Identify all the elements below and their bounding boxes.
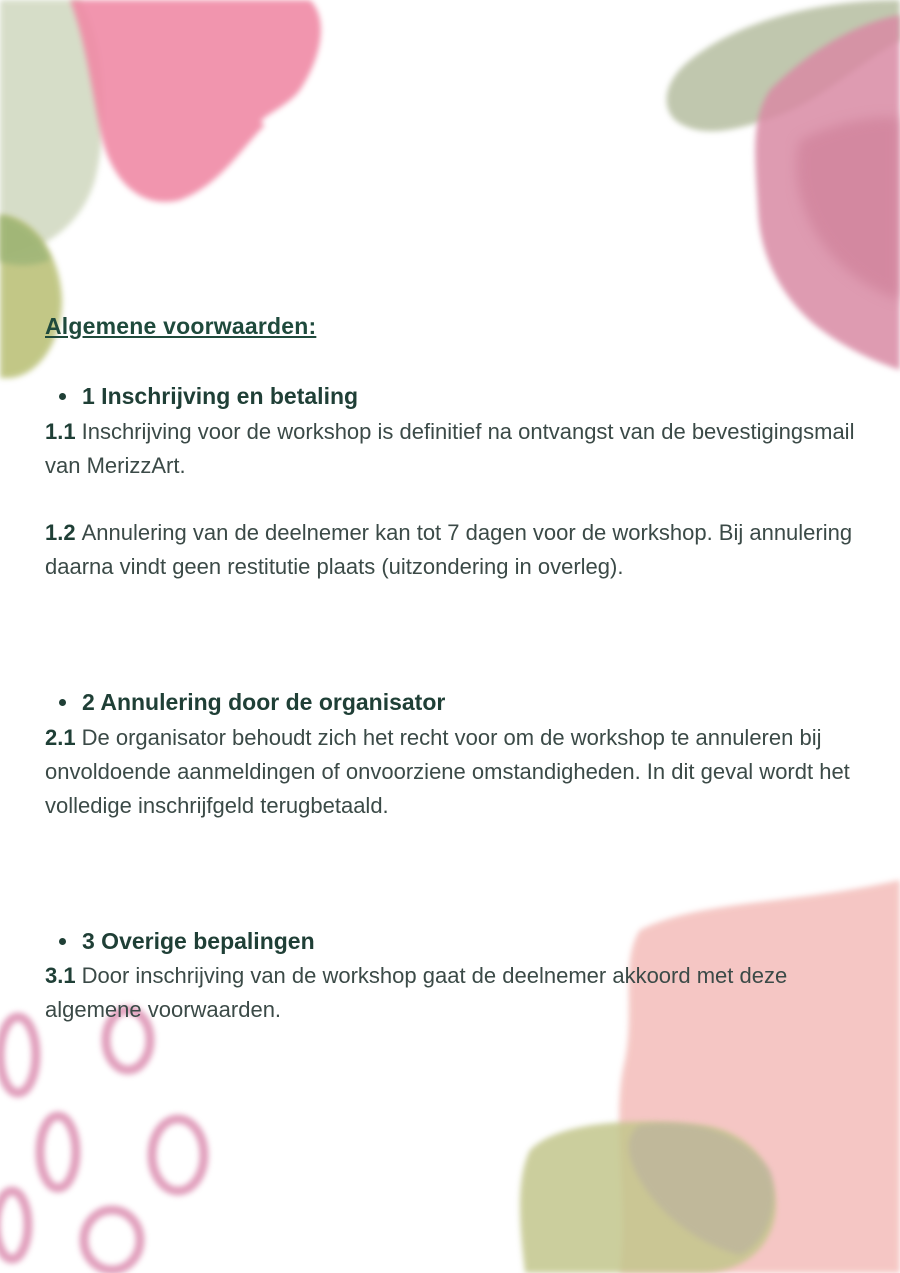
clause-1-1: [45, 415, 865, 483]
clause-text: De organisator behoudt zich het recht voor om de workshop te annuleren bij onvoldoende aanmeldingen of onvoorziene omstandigheden. In dit geval wordt het volledige inschrijfgeld terugbetaald.: [45, 725, 850, 818]
top-right-watercolor: [667, 0, 900, 370]
clause-number: 1.1: [45, 419, 76, 444]
clause-text: Inschrijving voor de workshop is definitief na ontvangst van de bevestigingsmail van MerizzArt.: [45, 419, 855, 478]
section-heading-label: 1 Inschrijving en betaling: [82, 383, 359, 409]
bottom-left-rings: [0, 1010, 204, 1270]
section-heading-label: 3 Overige bepalingen: [82, 928, 315, 954]
section-heading-2: [59, 689, 445, 716]
bullet-icon: [59, 393, 66, 400]
clause-3-1: [45, 959, 865, 1027]
clause-text: Door inschrijving van de workshop gaat de deelnemer akkoord met deze algemene voorwaarden.: [45, 963, 788, 1022]
page-title: Algemene voorwaarden:: [45, 313, 317, 339]
clause-text: Annulering van de deelnemer kan tot 7 dagen voor de workshop. Bij annulering daarna vindt geen restitutie plaats (uitzondering in overleg).: [45, 520, 853, 579]
clause-1-2: [45, 516, 865, 584]
section-heading-3: [59, 928, 315, 955]
bullet-icon: [59, 938, 66, 945]
bottom-right-watercolor: [520, 880, 900, 1273]
bullet-icon: [59, 699, 66, 706]
section-heading-1: [59, 383, 358, 410]
section-heading-label: 2 Annulering door de organisator: [82, 689, 446, 715]
clause-number: 1.2: [45, 520, 76, 545]
clause-number: 2.1: [45, 725, 76, 750]
clause-number: 3.1: [45, 963, 76, 988]
clause-2-1: [45, 721, 865, 823]
